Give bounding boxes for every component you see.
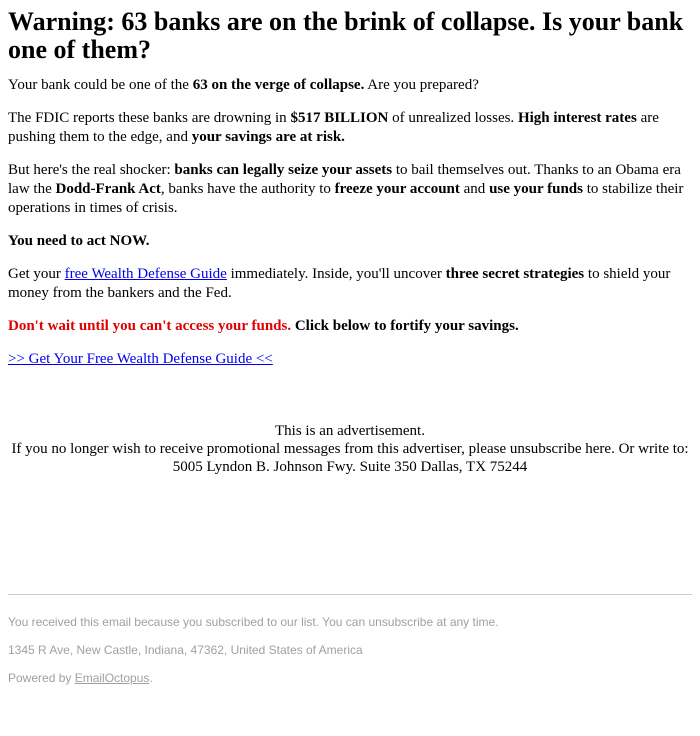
unsubscribe-address-text: If you no longer wish to receive promotional messages from this advertiser, please unsubscribe here. Or write to: 5005 Lyndon B. Johnson Fwy. Suite 350 Dallas, TX 75244 — [11, 441, 689, 475]
email-body — [8, 8, 692, 383]
text-segment: to stabilize their operations in times of crisis. — [8, 181, 684, 216]
text-segment: of unrealized losses. — [388, 110, 518, 126]
intro-paragraph — [8, 76, 692, 95]
guide-paragraph — [8, 265, 692, 303]
get-guide-cta-link[interactable]: >> Get Your Free Wealth Defense Guide << — [8, 351, 273, 367]
advertisement-notice — [8, 422, 692, 476]
red-warning-text: Don't wait until you can't access your funds. — [8, 318, 292, 334]
act-now-paragraph — [8, 232, 692, 251]
act-now-text: You need to act NOW. — [8, 233, 150, 249]
shocker-paragraph — [8, 161, 692, 218]
powered-by-label: Powered by — [8, 671, 75, 685]
text-segment: and — [459, 181, 490, 197]
fdic-paragraph — [8, 109, 692, 147]
text-segment: are pushing them to the edge, and — [8, 110, 659, 145]
bold-segment: banks can legally seize your assets — [174, 162, 393, 178]
text-segment: to shield your money from the bankers and the Fed. — [8, 266, 671, 301]
bold-segment: use your funds — [489, 181, 583, 197]
subscription-notice: You received this email because you subscribed to our list. You can unsubscribe at any time. — [8, 615, 499, 629]
text-segment: Get your — [8, 266, 65, 282]
bold-segment: $517 BILLION — [290, 110, 389, 126]
powered-by — [8, 670, 692, 686]
bold-segment: High interest rates — [517, 110, 637, 126]
text-segment: The FDIC reports these banks are drowning in — [8, 110, 291, 126]
bold-segment: Click below to fortify your savings. — [291, 318, 519, 334]
footer-divider — [8, 594, 692, 595]
text-segment: Are you prepared? — [364, 77, 479, 93]
ad-disclaimer: This is an advertisement. — [275, 423, 425, 439]
bold-segment: three secret strategies — [445, 266, 585, 282]
text-segment: Your bank could be one of the — [8, 77, 193, 93]
headline: Warning: 63 banks are on the brink of collapse. Is your bank one of them? — [8, 7, 684, 64]
bold-segment: your savings are at risk. — [191, 129, 345, 145]
wealth-guide-inline-link[interactable]: free Wealth Defense Guide — [64, 266, 227, 282]
emailoctopus-link[interactable]: EmailOctopus — [74, 671, 150, 685]
sender-address: 1345 R Ave, New Castle, Indiana, 47362, United States of America — [8, 643, 363, 657]
bold-segment: freeze your account — [334, 181, 460, 197]
bold-segment: Dodd-Frank Act — [55, 181, 161, 197]
text-segment: But here's the real shocker: — [8, 162, 175, 178]
period: . — [149, 671, 153, 685]
cta-paragraph — [8, 350, 692, 369]
text-segment: to bail themselves out. Thanks to an Obama era law the — [8, 162, 681, 197]
text-segment: immediately. Inside, you'll uncover — [226, 266, 446, 282]
email-footer — [8, 614, 692, 698]
text-segment: , banks have the authority to — [160, 181, 335, 197]
urgency-paragraph — [8, 317, 692, 336]
bold-segment: 63 on the verge of collapse. — [192, 77, 365, 93]
